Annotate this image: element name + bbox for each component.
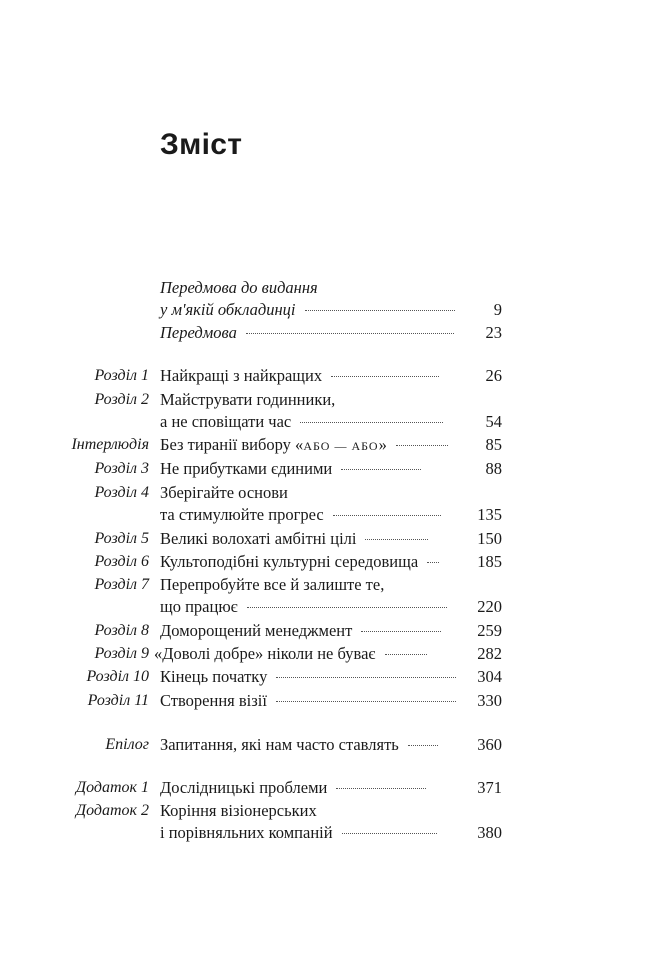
toc-entry-title: Передмова bbox=[160, 323, 237, 342]
toc-entry-title: Коріння візіонерських bbox=[160, 801, 317, 820]
chapter-label: Розділ 11 bbox=[87, 692, 149, 709]
chapter-label: Розділ 2 bbox=[94, 391, 149, 408]
toc-entry-chapter-8[interactable] bbox=[0, 620, 646, 642]
toc-entry-foreword[interactable] bbox=[0, 322, 646, 344]
toc-entry-title: Не прибутками єдиними bbox=[160, 459, 333, 478]
chapter-label: Інтерлюдія bbox=[71, 436, 149, 453]
leader-dots bbox=[276, 676, 456, 678]
toc-entry-title: Найкращі з найкращих bbox=[160, 366, 323, 385]
toc-entry-chapter-2-line2[interactable] bbox=[0, 411, 646, 433]
page-number: 371 bbox=[477, 778, 502, 797]
leader-dots bbox=[361, 630, 441, 632]
page-number: 380 bbox=[477, 823, 502, 842]
toc-entry-appendix-2-line2[interactable] bbox=[0, 822, 646, 844]
toc-entry-title: Доморощений менеджмент bbox=[160, 621, 353, 640]
chapter-label: Додаток 1 bbox=[75, 779, 149, 796]
leader-dots bbox=[408, 744, 438, 746]
toc-entry-title: Без тиранії вибору «АБО — АБО» bbox=[160, 435, 387, 454]
leader-dots bbox=[300, 421, 443, 423]
toc-entry-epilogue[interactable] bbox=[0, 734, 646, 756]
toc-entry-foreword-paperback-line2[interactable] bbox=[0, 299, 646, 321]
chapter-label: Додаток 2 bbox=[75, 802, 149, 819]
toc-entry-chapter-6[interactable] bbox=[0, 551, 646, 573]
toc-entry-chapter-1[interactable] bbox=[0, 365, 646, 387]
page-number: 54 bbox=[485, 412, 502, 431]
chapter-label: Розділ 6 bbox=[94, 553, 149, 570]
toc-entry-chapter-2[interactable] bbox=[0, 389, 646, 411]
toc-entry-title: Культоподібні культурні середовища bbox=[160, 552, 419, 571]
toc-entry-title: і порівняльних компаній bbox=[160, 823, 333, 842]
toc-entry-interlude[interactable] bbox=[0, 434, 646, 456]
page-title: Зміст bbox=[160, 128, 243, 161]
page-number: 330 bbox=[477, 691, 502, 710]
toc-entry-title: Кінець початку bbox=[160, 667, 268, 686]
toc-entry-title: Передмова до видання bbox=[160, 278, 318, 297]
chapter-label: Розділ 7 bbox=[94, 576, 149, 593]
toc-entry-title: у м'якій обкладинці bbox=[160, 300, 296, 319]
toc-entry-title: Майструвати годинники, bbox=[160, 390, 336, 409]
page-number: 185 bbox=[477, 552, 502, 571]
page-number: 26 bbox=[485, 366, 502, 385]
toc-entry-chapter-7-line2[interactable] bbox=[0, 596, 646, 618]
leader-dots bbox=[247, 606, 447, 608]
leader-dots bbox=[246, 332, 454, 334]
chapter-label: Розділ 10 bbox=[86, 668, 149, 685]
toc-entry-foreword-paperback[interactable] bbox=[160, 277, 318, 299]
page-number: 304 bbox=[477, 667, 502, 686]
page-number: 88 bbox=[485, 459, 502, 478]
page-number: 23 bbox=[485, 323, 502, 342]
toc-entry-chapter-4[interactable] bbox=[0, 482, 646, 504]
toc-entry-chapter-5[interactable] bbox=[0, 528, 646, 550]
leader-dots bbox=[341, 468, 421, 470]
page-number: 220 bbox=[477, 597, 502, 616]
toc-entry-chapter-7[interactable] bbox=[0, 574, 646, 596]
page-number: 9 bbox=[493, 300, 502, 319]
toc-entry-title: Запитання, які нам часто ставлять bbox=[160, 735, 399, 754]
leader-dots bbox=[427, 561, 439, 563]
toc-entry-appendix-1[interactable] bbox=[0, 777, 646, 799]
chapter-label: Розділ 1 bbox=[94, 367, 149, 384]
toc-entry-appendix-2[interactable] bbox=[0, 800, 646, 822]
toc-entry-title: Великі волохаті амбітні цілі bbox=[160, 529, 357, 548]
leader-dots bbox=[333, 514, 441, 516]
toc-entry-chapter-10[interactable] bbox=[0, 666, 646, 688]
page-number: 85 bbox=[485, 435, 502, 454]
chapter-label: Розділ 5 bbox=[94, 530, 149, 547]
leader-dots bbox=[385, 653, 427, 655]
toc-entry-chapter-3[interactable] bbox=[0, 458, 646, 480]
toc-entry-title: «Доволі добре» ніколи не буває bbox=[154, 644, 376, 663]
page-number: 150 bbox=[477, 529, 502, 548]
leader-dots bbox=[331, 375, 439, 377]
toc-entry-chapter-11[interactable] bbox=[0, 690, 646, 712]
page-number: 259 bbox=[477, 621, 502, 640]
chapter-label: Розділ 8 bbox=[94, 622, 149, 639]
page-number: 282 bbox=[477, 644, 502, 663]
chapter-label: Розділ 4 bbox=[94, 484, 149, 501]
page-number: 360 bbox=[477, 735, 502, 754]
toc-entry-title: Дослідницькі проблеми bbox=[160, 778, 328, 797]
leader-dots bbox=[342, 832, 437, 834]
chapter-label: Епілог bbox=[105, 736, 149, 753]
leader-dots bbox=[305, 309, 455, 311]
leader-dots bbox=[336, 787, 426, 789]
toc-entry-title: Перепробуйте все й залиште те, bbox=[160, 575, 385, 594]
toc-entry-title: а не сповіщати час bbox=[160, 412, 292, 431]
leader-dots bbox=[365, 538, 428, 540]
toc-entry-title: Створення візії bbox=[160, 691, 267, 710]
leader-dots bbox=[276, 700, 456, 702]
toc-entry-title: що працює bbox=[160, 597, 238, 616]
toc-entry-chapter-9[interactable] bbox=[0, 643, 646, 665]
toc-entry-title: та стимулюйте прогрес bbox=[160, 505, 324, 524]
toc-entry-chapter-4-line2[interactable] bbox=[0, 504, 646, 526]
page-number: 135 bbox=[477, 505, 502, 524]
chapter-label: Розділ 9 bbox=[94, 645, 149, 662]
toc-entry-title: Зберігайте основи bbox=[160, 483, 288, 502]
chapter-label: Розділ 3 bbox=[94, 460, 149, 477]
